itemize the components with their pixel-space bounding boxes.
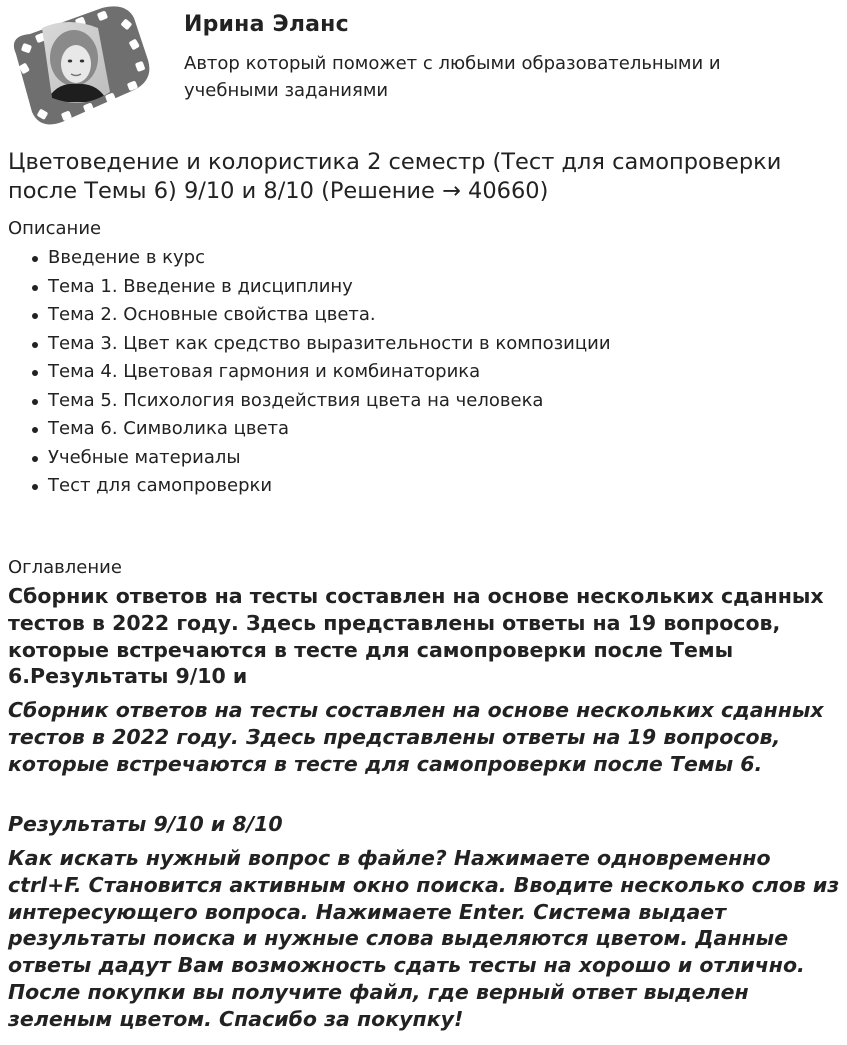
search-instructions: Как искать нужный вопрос в файле? Нажимаете одновременно ctrl+F. Становится активным окно поиска. Вводите несколько слов из интересующего вопроса. Нажимаете Enter. Система выдает результаты поиска и нужные слова выделяются цветом. Данные ответы дадут Вам возможность сдать тесты на хорошо и отлично. После покупки вы получите файл, где верный ответ выделен зеленым цветом. Спасибо за покупку! — [8, 846, 840, 1031]
page-title: Цветоведение и колористика 2 семестр (Тест для самопроверки после Темы 6) 9/10 и 8/10 (Решение → 40660) — [8, 149, 782, 204]
avatar[interactable] — [6, 6, 152, 128]
author-description: Автор который поможет с любыми образовательными и учебными заданиями — [184, 53, 721, 101]
contents-paragraph-bold: Сборник ответов на тесты составлен на основе нескольких сданных тестов в 2022 году. Здесь представлены ответы на 19 вопросов, которые встречаются в тесте для самопроверки после Темы 6.Результаты 9/10 и — [8, 584, 824, 689]
list-item: Тема 3. Цвет как средство выразительности в композиции — [8, 330, 611, 359]
list-item: Тест для самопроверки — [8, 472, 611, 501]
list-item: Тема 5. Психология воздействия цвета на человека — [8, 387, 611, 416]
list-item: Тема 2. Основные свойства цвета. — [8, 301, 611, 330]
list-item: Тема 1. Введение в дисциплину — [8, 273, 611, 302]
description-list — [8, 244, 611, 501]
list-item: Тема 4. Цветовая гармония и комбинаторика — [8, 358, 611, 387]
list-item: Введение в курс — [8, 244, 611, 273]
list-item: Тема 6. Символика цвета — [8, 415, 611, 444]
contents-label: Оглавление — [8, 557, 122, 578]
results-line: Результаты 9/10 и 8/10 — [8, 812, 283, 836]
contents-paragraph-italic: Сборник ответов на тесты составлен на основе нескольких сданных тестов в 2022 году. Здесь представлены ответы на 19 вопросов, которые встречаются в тесте для самопроверки после Темы 6. — [8, 698, 824, 776]
list-item: Учебные материалы — [8, 444, 611, 473]
film-strip-avatar-icon — [6, 6, 152, 128]
author-name[interactable]: Ирина Эланс — [184, 12, 349, 37]
description-label: Описание — [8, 218, 102, 239]
author-block — [0, 0, 847, 135]
